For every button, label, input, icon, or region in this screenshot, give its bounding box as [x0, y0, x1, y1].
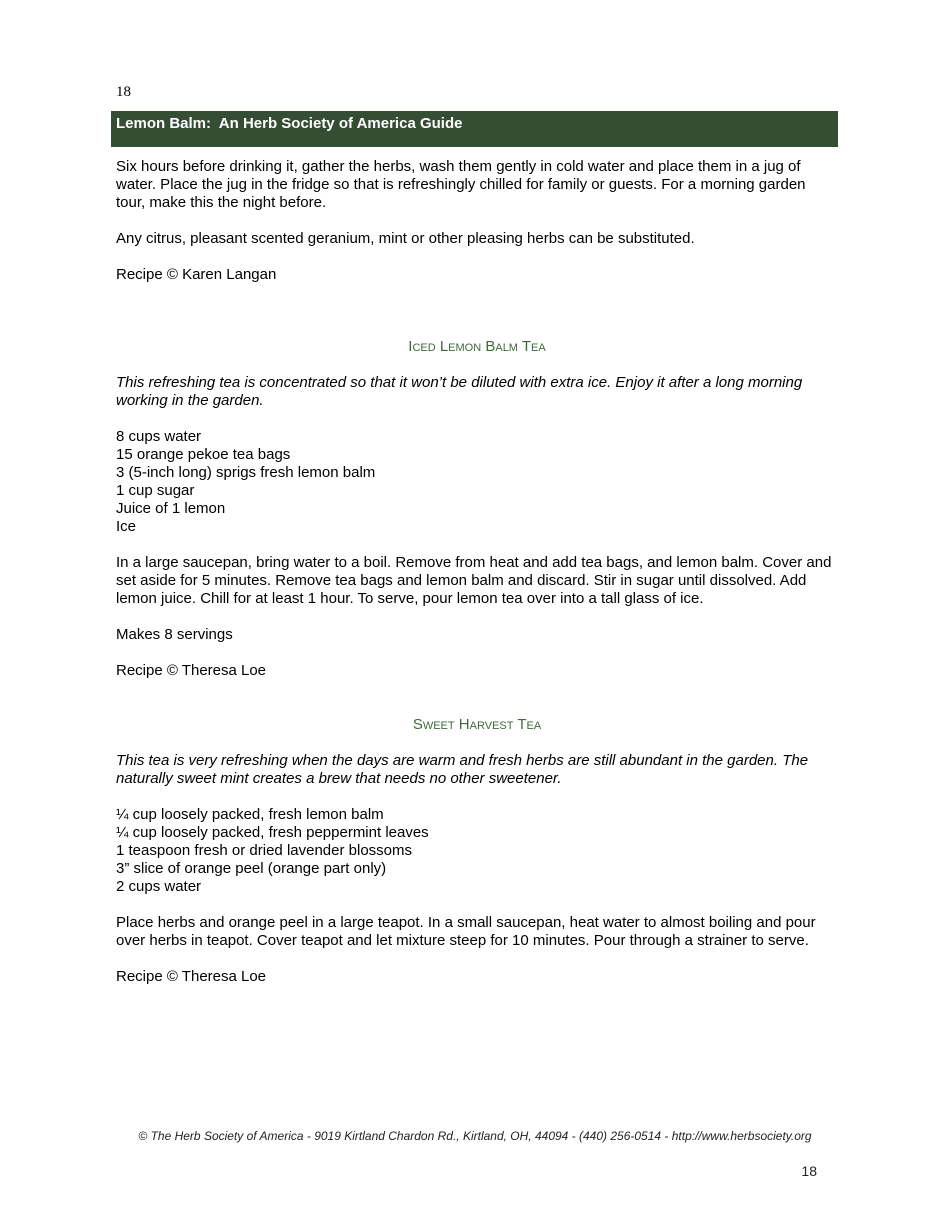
ingredient-list: [116, 428, 838, 536]
recipe-iced-lemon-balm-tea: [116, 338, 838, 680]
ingredient-item: Juice of 1 lemon: [116, 500, 226, 517]
recipe-instructions: Place herbs and orange peel in a large teapot. In a small saucepan, heat water to almost boiling and pour over herbs in teapot. Cover teapot and let mixture steep for 10 minutes. Pour through a strainer to serve.: [116, 914, 816, 949]
ingredient-item: ¼ cup loosely packed, fresh peppermint leaves: [116, 824, 429, 841]
ingredient-item: Ice: [116, 518, 137, 535]
ingredient-item: ¼ cup loosely packed, fresh lemon balm: [116, 806, 384, 823]
page-number-bottom: 18: [801, 1163, 817, 1179]
recipe-sweet-harvest-tea: [116, 716, 838, 986]
ingredient-item: 15 orange pekoe tea bags: [116, 446, 291, 463]
footer-address: © The Herb Society of America - 9019 Kirtland Chardon Rd., Kirtland, OH, 44094 - (440) 256-0514 - http://www.herbsociety.org: [138, 1129, 812, 1143]
recipe-title: Iced Lemon Balm Tea: [408, 338, 546, 355]
recipe-credit: Recipe © Karen Langan: [116, 266, 277, 283]
ingredient-item: 1 cup sugar: [116, 482, 195, 499]
recipe-title: Sweet Harvest Tea: [412, 716, 542, 733]
intro-paragraph: Six hours before drinking it, gather the herbs, wash them gently in cold water and place them in a jug of water. Place the jug in the fridge so that is refreshingly chilled for family or guests. For a morning garden tour, make this the night before.: [116, 158, 806, 211]
ingredient-item: 2 cups water: [116, 878, 202, 895]
document-title: Lemon Balm: An Herb Society of America Guide: [116, 115, 463, 132]
page-content: [116, 158, 838, 986]
ingredient-item: 3 (5-inch long) sprigs fresh lemon balm: [116, 464, 376, 481]
ingredient-item: 8 cups water: [116, 428, 202, 445]
recipe-servings: Makes 8 servings: [116, 626, 233, 643]
ingredient-list: [116, 806, 838, 896]
recipe-credit: Recipe © Theresa Loe: [116, 968, 267, 985]
recipe-description: This refreshing tea is concentrated so that it won’t be diluted with extra ice. Enjoy it after a long morning working in the garden.: [116, 374, 803, 409]
recipe-instructions: In a large saucepan, bring water to a boil. Remove from heat and add tea bags, and lemon balm. Cover and set aside for 5 minutes. Remove tea bags and lemon balm and discard. Stir in sugar until dissolved. Add lemon juice. Chill for at least 1 hour. To serve, pour lemon tea over into a tall glass of ice.: [116, 554, 832, 607]
header-band: [111, 111, 838, 147]
intro-paragraph: Any citrus, pleasant scented geranium, mint or other pleasing herbs can be substituted.: [116, 230, 695, 247]
page-number-top: 18: [116, 84, 131, 100]
ingredient-item: 1 teaspoon fresh or dried lavender blossoms: [116, 842, 413, 859]
recipe-credit: Recipe © Theresa Loe: [116, 662, 267, 679]
ingredient-item: 3” slice of orange peel (orange part only): [116, 860, 387, 877]
recipe-description: This tea is very refreshing when the days are warm and fresh herbs are still abundant in the garden. The naturally sweet mint creates a brew that needs no other sweetener.: [116, 752, 809, 787]
